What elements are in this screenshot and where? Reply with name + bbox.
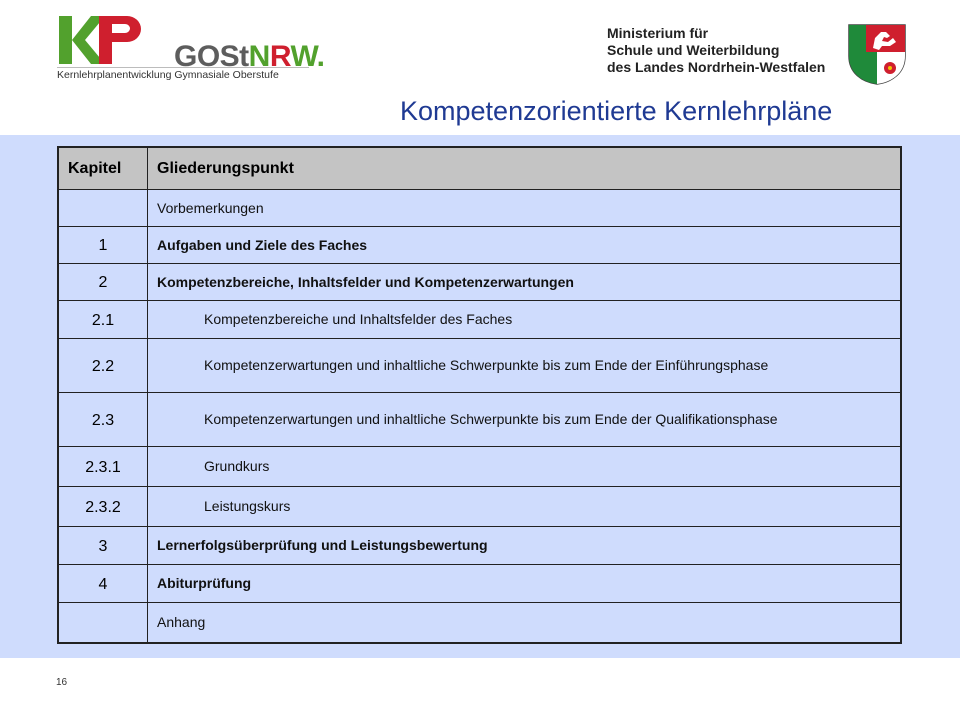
table-row: [58, 447, 901, 487]
chapter-number: [58, 603, 148, 643]
logo-wordmark: GOStNRW.: [174, 40, 325, 73]
table-row: [58, 565, 901, 603]
outline-item: Grundkurs: [148, 447, 902, 487]
ministry-name: [607, 25, 825, 76]
chapter-number: 3: [58, 527, 148, 565]
slide-title: Kompetenzorientierte Kernlehrpläne: [400, 96, 833, 126]
outline-item: Kompetenzerwartungen und inhaltliche Schwerpunkte bis zum Ende der Qualifikationsphase: [148, 393, 902, 447]
curriculum-outline-table: [57, 146, 902, 644]
ministry-line: des Landes Nordrhein-Westfalen: [607, 59, 826, 75]
outline-item: Kompetenzerwartungen und inhaltliche Schwerpunkte bis zum Ende der Einführungsphase: [148, 339, 902, 393]
chapter-number: 2.2: [58, 339, 148, 393]
column-header-kapitel: Kapitel: [58, 147, 148, 190]
nrw-coat-of-arms-icon: [846, 22, 908, 86]
outline-item: Aufgaben und Ziele des Faches: [148, 227, 902, 264]
table-row: [58, 339, 901, 393]
table-row: [58, 393, 901, 447]
chapter-number: 1: [58, 227, 148, 264]
column-header-gliederungspunkt: Gliederungspunkt: [148, 147, 902, 190]
table-row: [58, 527, 901, 565]
ministry-line: Ministerium für: [607, 25, 709, 41]
kp-letters-icon: [57, 14, 177, 66]
outline-item: Abiturprüfung: [148, 565, 902, 603]
page-number: 16: [56, 677, 68, 688]
chapter-number: 2: [58, 264, 148, 301]
outline-item: Vorbemerkungen: [148, 190, 902, 227]
table-row: [58, 190, 901, 227]
chapter-number: 2.3: [58, 393, 148, 447]
outline-item: Anhang: [148, 603, 902, 643]
chapter-number: 2.3.1: [58, 447, 148, 487]
ministry-line: Schule und Weiterbildung: [607, 42, 780, 58]
table-header-row: [58, 147, 901, 190]
table-row: [58, 603, 901, 643]
chapter-number: [58, 190, 148, 227]
outline-item: Lernerfolgsüberprüfung und Leistungsbewertung: [148, 527, 902, 565]
logo-tagline: Kernlehrplanentwicklung Gymnasiale Oberstufe: [57, 67, 309, 81]
chapter-number: 2.3.2: [58, 487, 148, 527]
chapter-number: 4: [58, 565, 148, 603]
table-row: [58, 487, 901, 527]
outline-item: Leistungskurs: [148, 487, 902, 527]
outline-item: Kompetenzbereiche und Inhaltsfelder des Faches: [148, 301, 902, 339]
outline-item: Kompetenzbereiche, Inhaltsfelder und Kompetenzerwartungen: [148, 264, 902, 301]
table-row: [58, 301, 901, 339]
table-row: [58, 264, 901, 301]
chapter-number: 2.1: [58, 301, 148, 339]
table-row: [58, 227, 901, 264]
